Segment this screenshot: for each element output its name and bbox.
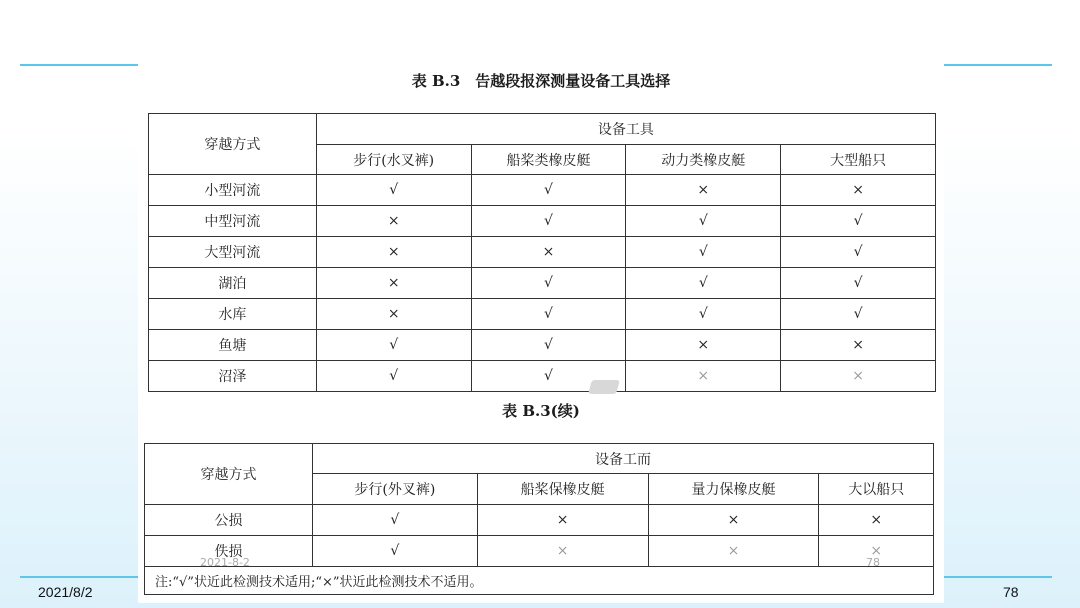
mark-cell: × bbox=[477, 536, 648, 567]
mark-cell: √ bbox=[626, 299, 781, 330]
row-label: 小型河流 bbox=[149, 175, 317, 206]
row-label: 鱼塘 bbox=[149, 330, 317, 361]
mark-cell: √ bbox=[471, 330, 626, 361]
mark-cell: × bbox=[781, 361, 936, 392]
ghost-page-number: 78 bbox=[866, 556, 880, 569]
mark-cell: × bbox=[781, 175, 936, 206]
mark-cell: √ bbox=[471, 175, 626, 206]
mark-cell: √ bbox=[626, 237, 781, 268]
mark-cell: × bbox=[316, 299, 471, 330]
mark-cell: × bbox=[477, 505, 648, 536]
mark-cell: √ bbox=[316, 361, 471, 392]
decor-rule-left-bottom bbox=[20, 576, 138, 578]
mark-cell: √ bbox=[781, 299, 936, 330]
mark-cell: × bbox=[316, 206, 471, 237]
table-row bbox=[149, 330, 936, 361]
decor-rule-right-top bbox=[944, 64, 1052, 66]
slide-page-number: 78 bbox=[1003, 584, 1019, 600]
equipment-table-continued bbox=[144, 443, 934, 595]
mark-cell: × bbox=[316, 268, 471, 299]
table-row bbox=[149, 361, 936, 392]
mark-cell: × bbox=[648, 536, 819, 567]
table2-caption: 表 B.3(续) bbox=[502, 402, 580, 420]
mark-cell: √ bbox=[781, 206, 936, 237]
mark-cell: √ bbox=[626, 206, 781, 237]
mark-cell: √ bbox=[316, 175, 471, 206]
group-header-cell: 设备工具 bbox=[316, 114, 935, 145]
table-row bbox=[149, 268, 936, 299]
mark-cell: × bbox=[648, 505, 819, 536]
row-header-cell: 穿越方式 bbox=[149, 114, 317, 175]
ghost-date: 2021-8-2 bbox=[200, 556, 250, 569]
column-header: 动力类橡皮艇 bbox=[626, 145, 781, 175]
mark-cell: √ bbox=[781, 237, 936, 268]
mark-cell: × bbox=[626, 330, 781, 361]
table-row bbox=[149, 299, 936, 330]
row-label: 沼泽 bbox=[149, 361, 317, 392]
column-header: 大以船只 bbox=[819, 474, 934, 505]
scan-smudge bbox=[588, 380, 620, 394]
mark-cell: × bbox=[626, 175, 781, 206]
group-header-cell: 设备工而 bbox=[313, 444, 934, 474]
column-header: 船桨保橡皮艇 bbox=[477, 474, 648, 505]
mark-cell: × bbox=[316, 237, 471, 268]
mark-cell: √ bbox=[471, 299, 626, 330]
column-header: 船桨类橡皮艇 bbox=[471, 145, 626, 175]
mark-cell: × bbox=[471, 237, 626, 268]
mark-cell: × bbox=[819, 536, 934, 567]
row-label: 中型河流 bbox=[149, 206, 317, 237]
equipment-table bbox=[148, 113, 936, 392]
row-label: 佚损 bbox=[145, 536, 313, 567]
document-scan bbox=[138, 58, 944, 603]
row-label: 湖泊 bbox=[149, 268, 317, 299]
table-row bbox=[145, 505, 934, 536]
mark-cell: √ bbox=[471, 206, 626, 237]
mark-cell: × bbox=[626, 361, 781, 392]
mark-cell: √ bbox=[471, 361, 626, 392]
mark-cell: √ bbox=[471, 268, 626, 299]
mark-cell: √ bbox=[626, 268, 781, 299]
row-label: 公损 bbox=[145, 505, 313, 536]
mark-cell: √ bbox=[316, 330, 471, 361]
decor-rule-left-top bbox=[20, 64, 138, 66]
column-header: 大型船只 bbox=[781, 145, 936, 175]
table-row bbox=[149, 206, 936, 237]
column-header: 量力保橡皮艇 bbox=[648, 474, 819, 505]
mark-cell: √ bbox=[313, 536, 478, 567]
slide-date: 2021/8/2 bbox=[38, 584, 93, 600]
mark-cell: × bbox=[819, 505, 934, 536]
table-note: 注:“√”状近此检测技术适用;“×”状近此检测技术不适用。 bbox=[145, 567, 934, 595]
mark-cell: √ bbox=[313, 505, 478, 536]
row-label: 水库 bbox=[149, 299, 317, 330]
decor-rule-right-bottom bbox=[944, 576, 1052, 578]
mark-cell: × bbox=[781, 330, 936, 361]
column-header: 步行(外叉裤) bbox=[313, 474, 478, 505]
table1-caption: 表 B.3 告越段报深测量设备工具选择 bbox=[411, 72, 671, 90]
table-row bbox=[149, 175, 936, 206]
row-label: 大型河流 bbox=[149, 237, 317, 268]
column-header: 步行(水叉裤) bbox=[316, 145, 471, 175]
table-row bbox=[149, 237, 936, 268]
row-header-cell: 穿越方式 bbox=[145, 444, 313, 505]
table-row bbox=[145, 536, 934, 567]
mark-cell: √ bbox=[781, 268, 936, 299]
